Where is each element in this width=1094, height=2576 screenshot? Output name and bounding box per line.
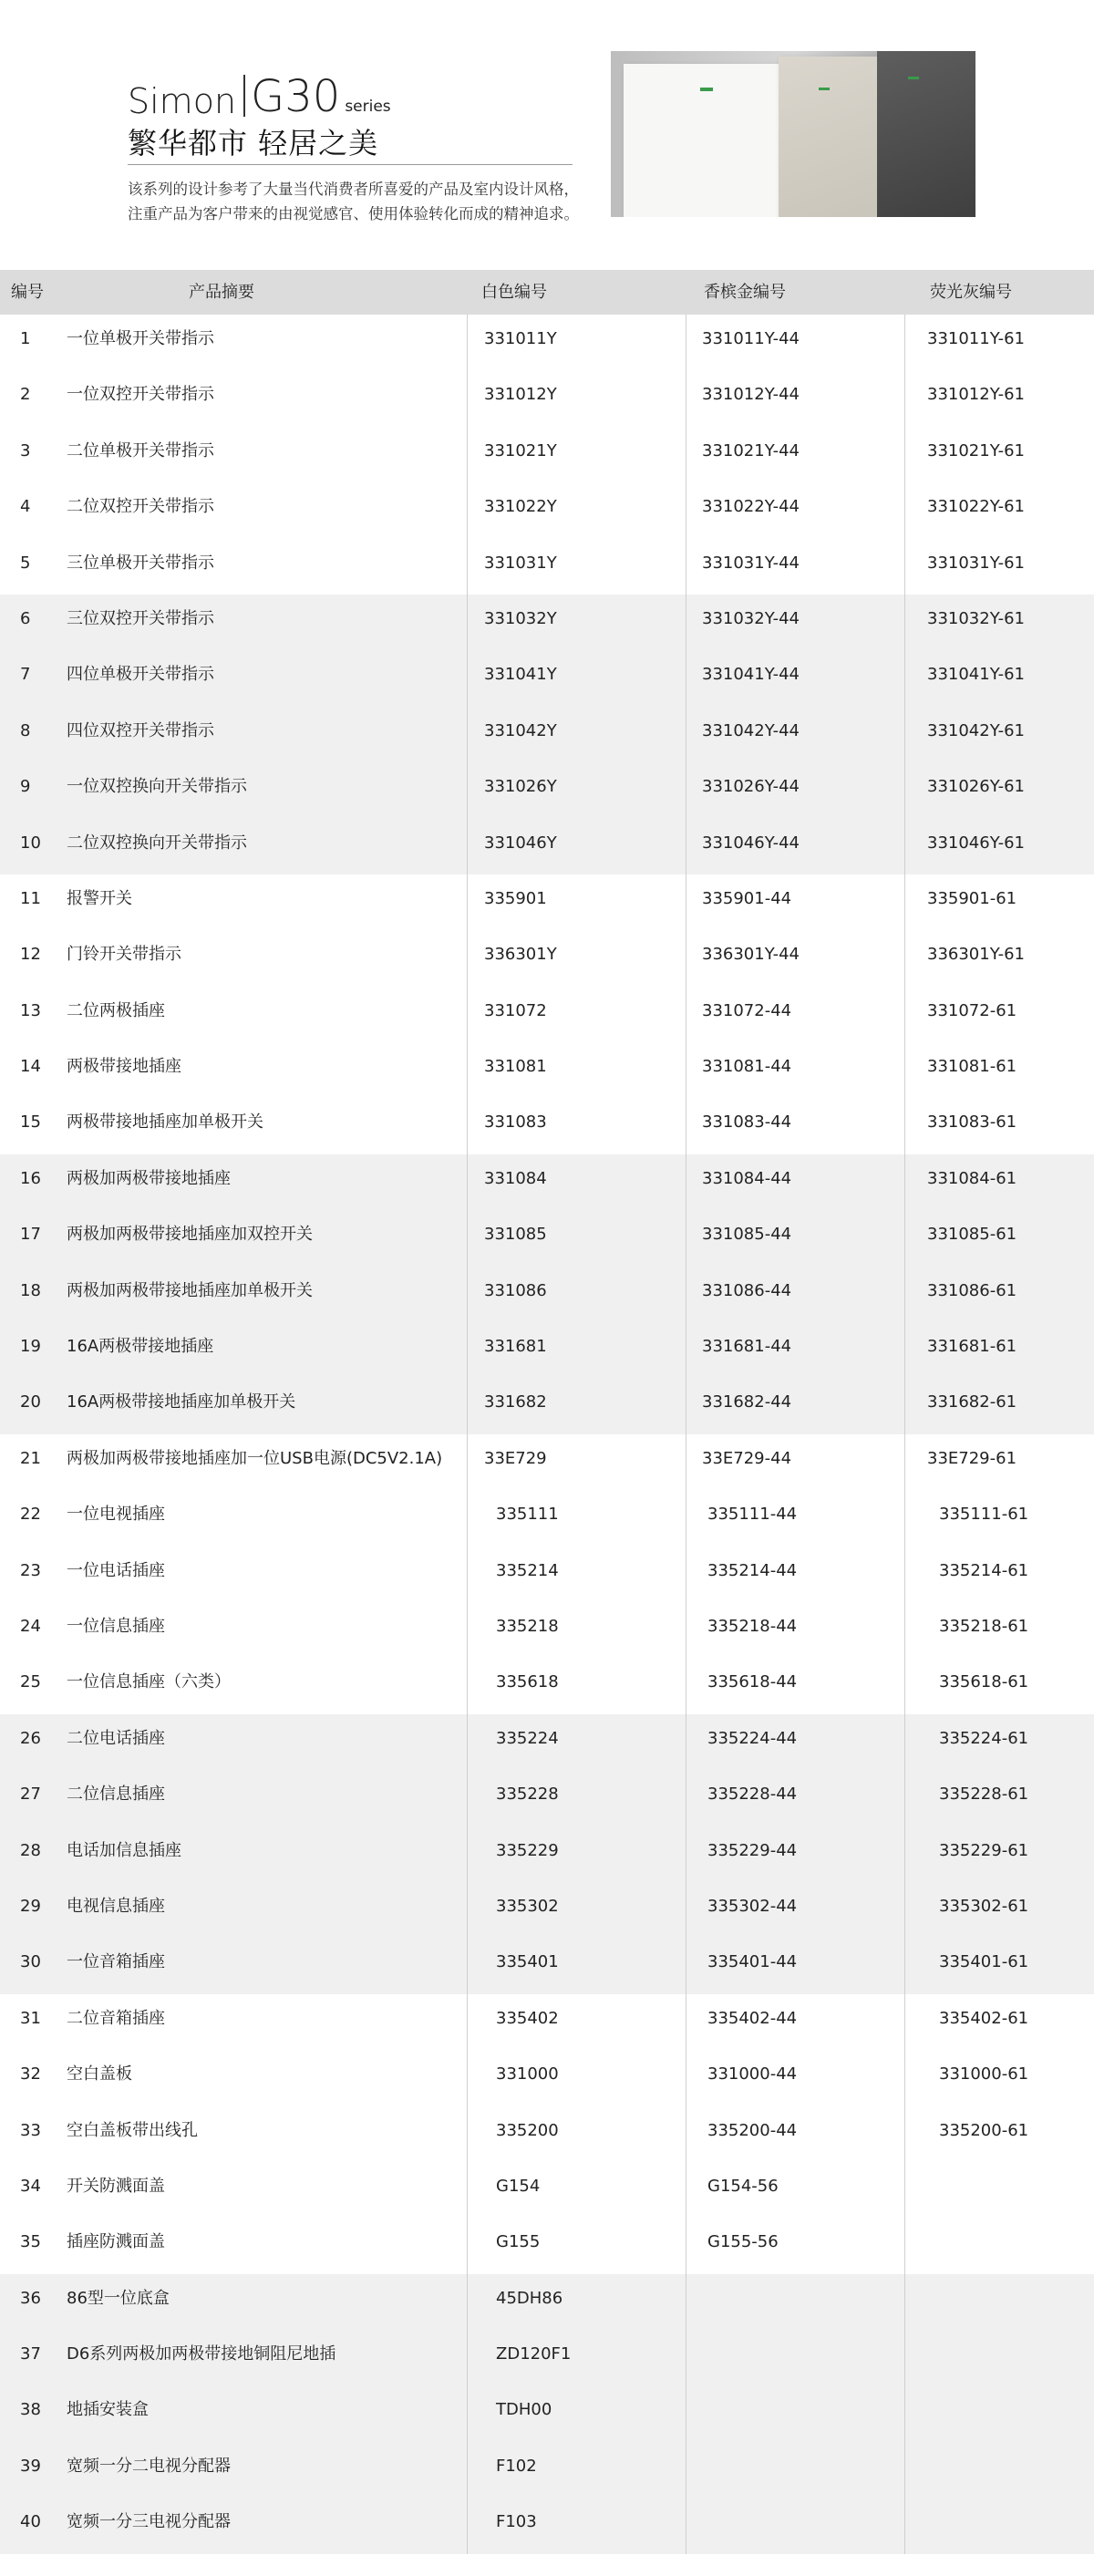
cell-number: 33 [20,2120,41,2140]
cell-number: 35 [20,2232,41,2252]
cell-white-code: 331042Y [484,720,557,740]
cell-summary: 16A两极带接地插座 [67,1337,214,1357]
table-row [0,2330,1094,2385]
cell-white-code: 331046Y [484,833,557,853]
cell-white-code: 331000 [496,2064,559,2085]
table-header [0,270,1094,315]
cell-champagne-code: G154-56 [707,2176,779,2196]
cell-white-code: 45DH86 [496,2288,563,2308]
cell-number: 25 [20,1672,41,1692]
cell-champagne-code: 331681-44 [702,1337,792,1357]
cell-grey-code: 331022Y-61 [927,497,1025,517]
cell-white-code: 331031Y [484,553,557,573]
cell-champagne-code: 331031Y-44 [702,553,800,573]
cell-grey-code: 335618-61 [939,1672,1029,1692]
col-header-grey: 荧光灰编号 [930,283,1012,302]
cell-champagne-code: 331072-44 [702,1000,792,1020]
cell-grey-code: 335200-61 [939,2120,1029,2140]
cell-champagne-code: 335618-44 [707,1672,798,1692]
cell-white-code: 331011Y [484,329,557,348]
cell-white-code: 335214 [496,1560,559,1580]
table-row [0,1882,1094,1938]
table-row [0,1714,1094,1770]
cell-number: 15 [20,1112,41,1133]
indicator-led [700,88,713,91]
cell-summary: 空白盖板带出线孔 [67,2120,198,2140]
cell-grey-code: 331081-61 [927,1057,1017,1077]
cell-summary: D6系列两极加两极带接地铜阻尼地插 [67,2344,336,2364]
cell-champagne-code: 331085-44 [702,1225,792,1245]
cell-summary: 三位双控开关带指示 [67,608,214,628]
table-row [0,707,1094,762]
cell-number: 14 [20,1057,41,1077]
cell-white-code: 331084 [484,1168,547,1188]
cell-summary: 二位双控换向开关带指示 [67,833,247,853]
table-row [0,1154,1094,1210]
cell-champagne-code: 335218-44 [707,1616,798,1636]
cell-champagne-code: 331011Y-44 [702,329,800,348]
cell-number: 16 [20,1168,41,1188]
column-divider [904,315,905,2554]
cell-number: 18 [20,1280,41,1300]
description-line-1: 该系列的设计参考了大量当代消费者所喜爱的产品及室内设计风格， [128,181,579,198]
description [128,177,579,226]
cell-summary: 一位电视插座 [67,1505,165,1525]
table-row [0,1098,1094,1154]
cell-number: 34 [20,2176,41,2196]
cell-grey-code: 335402-61 [939,2008,1029,2028]
cell-champagne-code: 331046Y-44 [702,833,800,853]
cell-summary: 一位电话插座 [67,1560,165,1580]
table-row [0,819,1094,874]
cell-grey-code: 331681-61 [927,1337,1017,1357]
col-header-white: 白色编号 [481,283,547,302]
cell-champagne-code: 33E729-44 [702,1448,792,1468]
cell-white-code: G154 [496,2176,541,2196]
cell-summary: 电话加信息插座 [67,1840,181,1860]
cell-summary: 地插安装盒 [67,2400,149,2420]
cell-white-code: 331072 [484,1000,547,1020]
cell-champagne-code: 335200-44 [707,2120,798,2140]
cell-grey-code: 331011Y-61 [927,329,1025,348]
table-row [0,650,1094,706]
cell-white-code: 331682 [484,1392,547,1412]
tagline: 繁华都市 轻居之美 [128,126,379,160]
white-switch-panel [624,64,786,217]
table-row [0,2050,1094,2105]
table-row [0,1547,1094,1602]
cell-summary: 二位音箱插座 [67,2008,165,2028]
cell-number: 31 [20,2008,41,2028]
cell-grey-code: 331012Y-61 [927,385,1025,405]
cell-number: 12 [20,945,41,965]
cell-number: 7 [20,665,31,685]
cell-number: 32 [20,2064,41,2085]
table-row [0,427,1094,482]
cell-number: 28 [20,1840,41,1860]
model-name: G30 [251,71,341,122]
cell-summary: 86型一位底盒 [67,2288,170,2308]
cell-white-code: 331021Y [484,440,557,460]
brand-name: Simon [128,81,237,121]
cell-summary: 宽频一分二电视分配器 [67,2456,231,2476]
product-table [0,270,1094,2554]
cell-summary: 二位双控开关带指示 [67,497,214,517]
cell-summary: 两极加两极带接地插座 [67,1168,231,1188]
cell-number: 23 [20,1560,41,1580]
cell-champagne-code: 336301Y-44 [702,945,800,965]
col-header-number: 编号 [11,283,44,302]
cell-white-code: 335401 [496,1952,559,1972]
cell-summary: 电视信息插座 [67,1896,165,1916]
table-row [0,1602,1094,1658]
cell-white-code: 335218 [496,1616,559,1636]
cell-grey-code: 331682-61 [927,1392,1017,1412]
cell-number: 24 [20,1616,41,1636]
cell-summary: 四位双控开关带指示 [67,720,214,740]
table-row [0,1042,1094,1098]
cell-champagne-code: 335229-44 [707,1840,798,1860]
cell-champagne-code: 331000-44 [707,2064,798,2085]
cell-champagne-code: G155-56 [707,2232,779,2252]
cell-grey-code: 335111-61 [939,1505,1029,1525]
cell-summary: 一位信息插座（六类） [67,1672,231,1692]
cell-grey-code: 331021Y-61 [927,440,1025,460]
cell-white-code: 33E729 [484,1448,547,1468]
cell-grey-code: 335214-61 [939,1560,1029,1580]
table-row [0,2498,1094,2553]
cell-grey-code: 331031Y-61 [927,553,1025,573]
cell-white-code: G155 [496,2232,541,2252]
table-row [0,2385,1094,2441]
cell-summary: 一位单极开关带指示 [67,329,214,348]
cell-summary: 门铃开关带指示 [67,945,181,965]
column-divider [467,315,468,2554]
logo-divider [243,75,245,117]
table-row [0,1267,1094,1322]
cell-grey-code: 331026Y-61 [927,777,1025,797]
header-divider [128,164,573,165]
cell-summary: 两极带接地插座加单极开关 [67,1112,263,1133]
table-row [0,1434,1094,1490]
cell-grey-code: 331041Y-61 [927,665,1025,685]
cell-grey-code: 335229-61 [939,1840,1029,1860]
cell-summary: 插座防溅面盖 [67,2232,165,2252]
cell-champagne-code: 335111-44 [707,1505,798,1525]
cell-summary: 四位单极开关带指示 [67,665,214,685]
cell-grey-code: 335302-61 [939,1896,1029,1916]
cell-white-code: 331083 [484,1112,547,1133]
cell-number: 4 [20,497,31,517]
cell-number: 10 [20,833,41,853]
cell-white-code: 335228 [496,1785,559,1805]
cell-number: 17 [20,1225,41,1245]
cell-white-code: 335200 [496,2120,559,2140]
cell-number: 39 [20,2456,41,2476]
cell-grey-code: 331000-61 [939,2064,1029,2085]
cell-white-code: 331012Y [484,385,557,405]
cell-number: 22 [20,1505,41,1525]
cell-white-code: 331085 [484,1225,547,1245]
table-row [0,1938,1094,1993]
cell-grey-code: 331046Y-61 [927,833,1025,853]
table-row [0,482,1094,538]
cell-grey-code: 335218-61 [939,1616,1029,1636]
cell-number: 6 [20,608,31,628]
grey-switch-panel [877,51,975,217]
table-row [0,1658,1094,1713]
cell-champagne-code: 335302-44 [707,1896,798,1916]
cell-grey-code: 331083-61 [927,1112,1017,1133]
cell-white-code: 331681 [484,1337,547,1357]
cell-number: 5 [20,553,31,573]
cell-summary: 三位单极开关带指示 [67,553,214,573]
cell-number: 36 [20,2288,41,2308]
table-row [0,539,1094,595]
cell-white-code: 335901 [484,888,547,908]
cell-number: 26 [20,1728,41,1748]
cell-white-code: 335618 [496,1672,559,1692]
cell-grey-code: 331086-61 [927,1280,1017,1300]
cell-white-code: 335302 [496,1896,559,1916]
cell-grey-code: 331085-61 [927,1225,1017,1245]
cell-number: 21 [20,1448,41,1468]
cell-champagne-code: 331042Y-44 [702,720,800,740]
cell-champagne-code: 331083-44 [702,1112,792,1133]
table-row [0,2274,1094,2330]
table-row [0,1490,1094,1546]
table-row [0,1826,1094,1882]
cell-number: 37 [20,2344,41,2364]
cell-summary: 两极加两极带接地插座加一位USB电源(DC5V2.1A) [67,1448,443,1468]
cell-summary: 开关防溅面盖 [67,2176,165,2196]
cell-champagne-code: 331041Y-44 [702,665,800,685]
cell-grey-code: 335224-61 [939,1728,1029,1748]
cell-champagne-code: 335228-44 [707,1785,798,1805]
cell-white-code: 335402 [496,2008,559,2028]
cell-champagne-code: 331081-44 [702,1057,792,1077]
table-row [0,1322,1094,1378]
cell-summary: 二位两极插座 [67,1000,165,1020]
cell-summary: 两极加两极带接地插座加双控开关 [67,1225,313,1245]
series-label: series [345,98,391,116]
cell-number: 13 [20,1000,41,1020]
cell-white-code: 331041Y [484,665,557,685]
cell-champagne-code: 335224-44 [707,1728,798,1748]
cell-summary: 二位电话插座 [67,1728,165,1748]
cell-champagne-code: 331682-44 [702,1392,792,1412]
cell-grey-code: 331084-61 [927,1168,1017,1188]
cell-white-code: 335229 [496,1840,559,1860]
cell-white-code: 331022Y [484,497,557,517]
cell-number: 29 [20,1896,41,1916]
cell-champagne-code: 331022Y-44 [702,497,800,517]
cell-white-code: F102 [496,2456,537,2476]
cell-summary: 二位单极开关带指示 [67,440,214,460]
product-photo [611,51,975,217]
cell-champagne-code: 331086-44 [702,1280,792,1300]
cell-summary: 报警开关 [67,888,132,908]
table-row [0,2162,1094,2218]
cell-summary: 两极带接地插座 [67,1057,181,1077]
cell-summary: 宽频一分三电视分配器 [67,2512,231,2532]
cell-summary: 一位信息插座 [67,1616,165,1636]
cell-white-code: ZD120F1 [496,2344,572,2364]
table-row [0,370,1094,426]
cell-white-code: 331032Y [484,608,557,628]
cell-white-code: 336301Y [484,945,557,965]
catalog-header [0,0,1094,270]
cell-white-code: 331086 [484,1280,547,1300]
cell-champagne-code: 331026Y-44 [702,777,800,797]
cell-white-code: F103 [496,2512,537,2532]
col-header-summary: 产品摘要 [189,283,254,302]
cell-champagne-code: 331084-44 [702,1168,792,1188]
cell-grey-code: 336301Y-61 [927,945,1025,965]
table-body [0,315,1094,2554]
cell-white-code: 331026Y [484,777,557,797]
cell-number: 2 [20,385,31,405]
table-row [0,315,1094,370]
cell-white-code: 331081 [484,1057,547,1077]
table-row [0,987,1094,1042]
cell-number: 1 [20,329,31,348]
cell-number: 8 [20,720,31,740]
cell-champagne-code: 331032Y-44 [702,608,800,628]
cell-champagne-code: 335401-44 [707,1952,798,1972]
table-row [0,874,1094,930]
cell-summary: 一位双控换向开关带指示 [67,777,247,797]
cell-summary: 空白盖板 [67,2064,132,2085]
cell-grey-code: 335228-61 [939,1785,1029,1805]
cell-grey-code: 331042Y-61 [927,720,1025,740]
cell-number: 30 [20,1952,41,1972]
cell-summary: 二位信息插座 [67,1785,165,1805]
cell-number: 40 [20,2512,41,2532]
cell-champagne-code: 335901-44 [702,888,792,908]
cell-number: 19 [20,1337,41,1357]
table-row [0,2106,1094,2162]
cell-summary: 两极加两极带接地插座加单极开关 [67,1280,313,1300]
table-row [0,595,1094,650]
indicator-led [908,77,919,79]
cell-champagne-code: 331012Y-44 [702,385,800,405]
cell-grey-code: 331072-61 [927,1000,1017,1020]
indicator-led [819,88,830,90]
cell-champagne-code: 335214-44 [707,1560,798,1580]
table-row [0,930,1094,986]
table-row [0,1378,1094,1433]
cell-number: 20 [20,1392,41,1412]
cell-summary: 一位音箱插座 [67,1952,165,1972]
cell-champagne-code: 331021Y-44 [702,440,800,460]
description-line-2: 注重产品为客户带来的由视觉感官、使用体验转化而成的精神追求。 [128,205,579,222]
cell-white-code: TDH00 [496,2400,552,2420]
cell-number: 27 [20,1785,41,1805]
table-row [0,2442,1094,2498]
cell-summary: 一位双控开关带指示 [67,385,214,405]
cell-champagne-code: 335402-44 [707,2008,798,2028]
cell-grey-code: 331032Y-61 [927,608,1025,628]
table-row [0,2218,1094,2273]
cell-number: 9 [20,777,31,797]
col-header-champagne: 香槟金编号 [704,283,786,302]
cell-white-code: 335224 [496,1728,559,1748]
cell-number: 38 [20,2400,41,2420]
brand-logo [128,64,391,122]
cell-grey-code: 335901-61 [927,888,1017,908]
champagne-switch-panel [779,57,882,217]
table-row [0,1994,1094,2050]
cell-white-code: 335111 [496,1505,559,1525]
cell-number: 11 [20,888,41,908]
cell-grey-code: 33E729-61 [927,1448,1017,1468]
cell-number: 3 [20,440,31,460]
cell-grey-code: 335401-61 [939,1952,1029,1972]
cell-summary: 16A两极带接地插座加单极开关 [67,1392,296,1412]
table-row [0,1770,1094,1826]
table-row [0,762,1094,818]
table-row [0,1210,1094,1266]
